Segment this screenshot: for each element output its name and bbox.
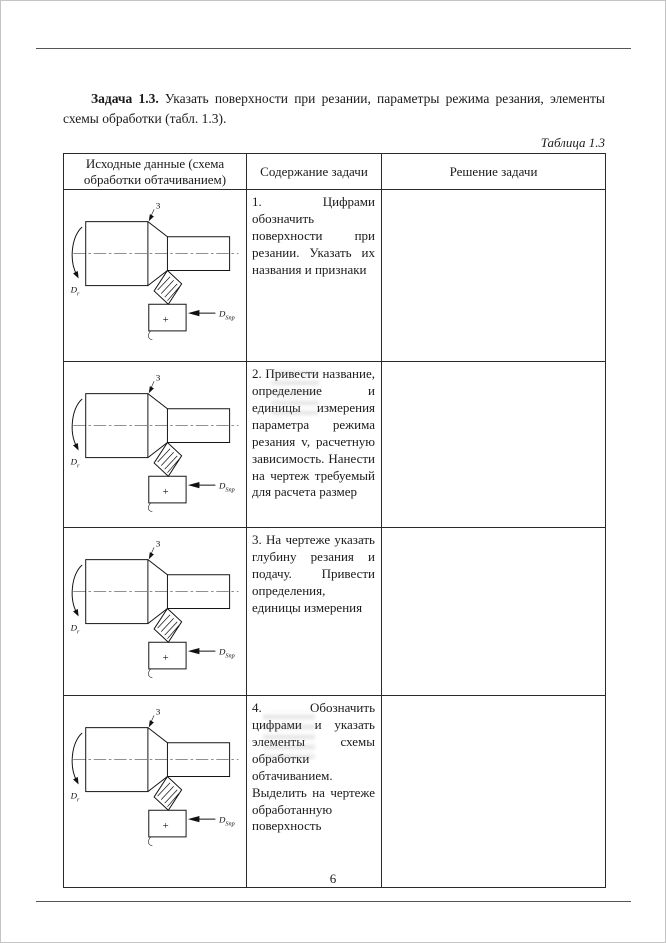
col-header-source-data: Исходные данные (схема обработки обтачиванием) — [64, 154, 247, 190]
cutting-tool-head — [154, 777, 182, 811]
diagram-cell — [64, 190, 247, 362]
feed-arrowhead — [188, 648, 200, 654]
table-caption: Таблица 1.3 — [540, 135, 605, 150]
cone-top-edge — [148, 222, 168, 237]
shank-tail-mark — [148, 331, 152, 340]
feed-label: $D_{Sпр}$ — [218, 480, 235, 494]
task-number: Задача 1.3. — [91, 91, 159, 106]
table-row — [64, 528, 606, 696]
surface-leader-arrowhead — [149, 552, 154, 559]
cutting-tool-head — [154, 609, 182, 643]
task-text: 3. На чертеже указать глубину резания и подачу. Привести определения, единицы измерения — [252, 532, 375, 615]
col-header-solution: Решение задачи — [382, 154, 606, 190]
surface-number-label: 3 — [155, 538, 161, 549]
footer-rule — [36, 901, 631, 902]
task-table — [63, 153, 606, 888]
shank-tail-mark — [148, 837, 152, 846]
rotation-arrow — [72, 565, 82, 613]
shank-tail-mark — [148, 503, 152, 512]
rotation-arrow — [72, 227, 82, 275]
col-header-task-content: Содержание задачи — [247, 154, 382, 190]
page-number: 6 — [329, 871, 337, 886]
rotation-arrow — [72, 399, 82, 447]
surface-leader-arrowhead — [149, 386, 154, 393]
task-cell — [247, 528, 382, 696]
turning-scheme-diagram — [66, 195, 244, 346]
turning-scheme-diagram — [66, 533, 244, 684]
task-text: 1. Цифрами обозначить поверхности при резании. Указать их названия и признаки — [252, 194, 375, 277]
diagram-cell — [64, 362, 247, 528]
rotation-arrowhead — [73, 777, 79, 785]
rotation-arrowhead — [73, 443, 79, 451]
rotation-arrow — [72, 733, 82, 781]
table-body — [64, 190, 606, 888]
rotation-label: $D_r$ — [70, 284, 80, 298]
feed-arrowhead — [188, 482, 200, 488]
rotation-arrowhead — [73, 609, 79, 617]
shank-tail-mark — [148, 669, 152, 678]
tool-plus-label: + — [162, 315, 169, 327]
cutting-tool-head — [154, 443, 182, 477]
solution-cell — [382, 696, 606, 888]
solution-cell — [382, 190, 606, 362]
cutting-tool-head — [154, 271, 182, 305]
turning-scheme-diagram — [66, 367, 244, 518]
turning-scheme-diagram — [66, 701, 244, 852]
tool-plus-label: + — [162, 487, 169, 499]
feed-arrowhead — [188, 816, 200, 822]
table-row — [64, 696, 606, 888]
surface-number-label: 3 — [155, 200, 161, 211]
table-row — [64, 362, 606, 528]
feed-label: $D_{Sпр}$ — [218, 814, 235, 828]
surface-leader-arrowhead — [149, 720, 154, 727]
rotation-arrowhead — [73, 271, 79, 279]
surface-number-label: 3 — [155, 372, 161, 383]
task-intro — [63, 89, 605, 128]
tool-plus-label: + — [162, 821, 169, 833]
cone-top-edge — [148, 728, 168, 743]
task-intro-text: Указать поверхности при резании, параметры режима резания, элементы схемы обработки (табл. 1.3). — [63, 91, 605, 126]
table-header-row — [64, 154, 606, 190]
tool-plus-label: + — [162, 653, 169, 665]
feed-label: $D_{Sпр}$ — [218, 308, 235, 322]
surface-leader-arrowhead — [149, 214, 154, 221]
solution-cell — [382, 528, 606, 696]
task-text: 2. Привести название, определение и единицы измерения параметра режима резания v, расчетную зависимость. Нанести на чертеж требуемый для расчета размер — [252, 366, 375, 500]
rotation-label: $D_r$ — [70, 790, 80, 804]
rotation-label: $D_r$ — [70, 622, 80, 636]
diagram-cell — [64, 528, 247, 696]
table-row — [64, 190, 606, 362]
feed-arrowhead — [188, 310, 200, 316]
scan-watermark — [263, 709, 315, 759]
cone-top-edge — [148, 394, 168, 409]
cone-top-edge — [148, 560, 168, 575]
diagram-cell — [64, 696, 247, 888]
rotation-label: $D_r$ — [70, 456, 80, 470]
solution-cell — [382, 362, 606, 528]
feed-label: $D_{Sпр}$ — [218, 646, 235, 660]
task-text: 4. Обозначить цифрами и указать элементы схемы обработки обтачиванием. Выделить на чертеже обработанную поверхность — [252, 700, 375, 834]
task-cell — [247, 190, 382, 362]
scan-watermark — [271, 369, 319, 415]
header-rule — [36, 48, 631, 49]
surface-number-label: 3 — [155, 706, 161, 717]
